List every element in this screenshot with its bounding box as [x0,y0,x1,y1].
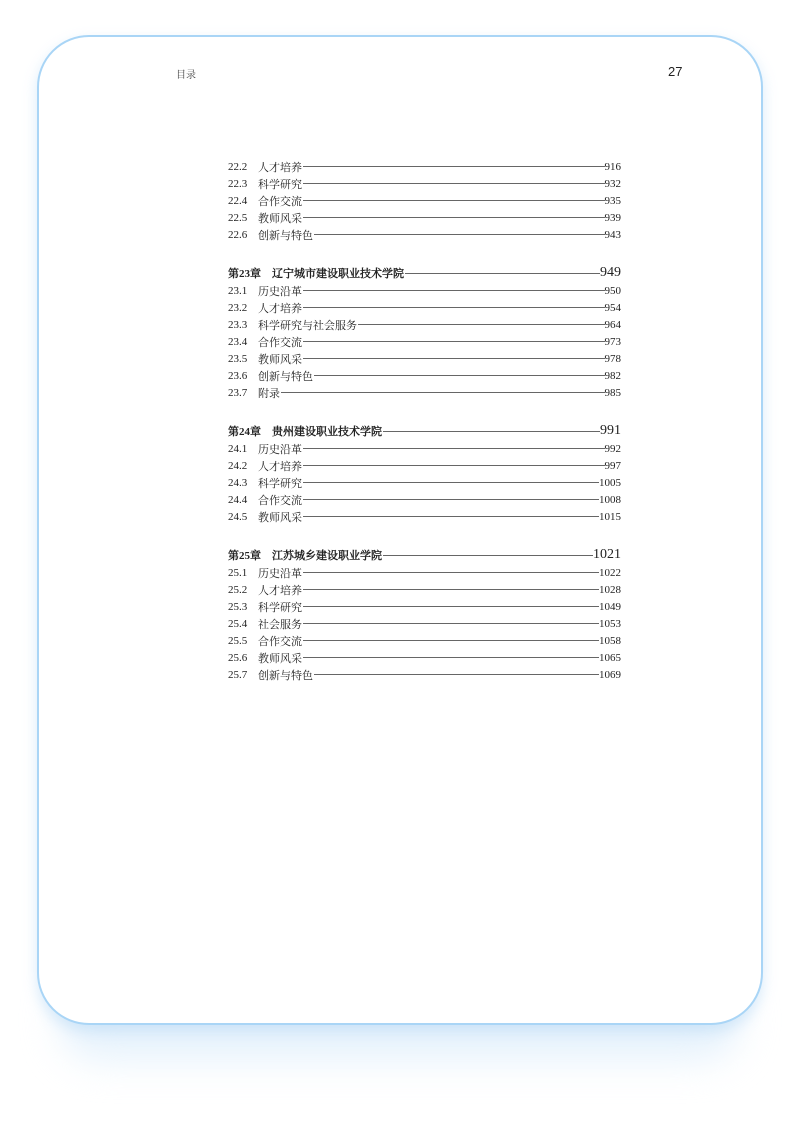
section-entry[interactable] [228,440,621,457]
leader-line [303,465,605,466]
section-entry[interactable] [228,226,621,243]
entry-title: 贵州建设职业技术学院 [272,425,382,438]
entry-number: 第24章 [228,426,261,438]
entry-page: 964 [604,318,621,331]
section-entry[interactable] [228,367,621,384]
toc-section [228,158,621,243]
entry-number: 23.5 [228,352,248,365]
entry-title: 创新与特色 [258,228,313,242]
leader-line [303,640,599,641]
section-entry[interactable] [228,316,621,333]
leader-line [383,555,593,556]
entry-page: 1005 [599,476,621,489]
entry-page: 1065 [599,651,621,664]
entry-page: 1008 [599,493,621,506]
leader-line [303,572,599,573]
entry-title: 科学研究 [258,177,302,191]
leader-line [303,307,605,308]
entry-title: 合作交流 [258,493,302,507]
leader-line [303,589,599,590]
section-entry[interactable] [228,299,621,316]
leader-line [314,674,599,675]
section-entry[interactable] [228,474,621,491]
entry-title: 创新与特色 [258,668,313,682]
entry-number: 24.5 [228,510,248,523]
entry-page: 982 [604,369,621,382]
entry-number: 22.2 [228,160,248,173]
entry-page: 939 [604,211,621,224]
entry-page: 1058 [599,634,621,647]
entry-title: 创新与特色 [258,369,313,383]
leader-line [303,499,599,500]
entry-number: 25.5 [228,634,248,647]
entry-page: 932 [604,177,621,190]
chapter-entry[interactable] [228,264,621,282]
entry-page: 1028 [599,583,621,596]
entry-title: 教师风采 [258,352,302,366]
leader-line [303,290,605,291]
entry-page: 1015 [599,510,621,523]
leader-line [383,431,600,432]
leader-line [303,341,605,342]
leader-line [303,516,599,517]
leader-line [405,273,600,274]
leader-line [303,482,599,483]
entry-number: 24.1 [228,442,248,455]
entry-page: 985 [604,386,621,399]
chapter-entry[interactable] [228,422,621,440]
section-entry[interactable] [228,333,621,350]
entry-title: 合作交流 [258,194,302,208]
entry-page: 950 [604,284,621,297]
entry-number: 25.3 [228,600,248,613]
entry-title: 教师风采 [258,651,302,665]
entry-title: 科学研究与社会服务 [258,318,357,332]
entry-number: 22.6 [228,228,248,241]
table-of-contents [228,158,621,704]
entry-page: 978 [604,352,621,365]
section-entry[interactable] [228,666,621,683]
entry-title: 历史沿革 [258,566,302,580]
entry-title: 辽宁城市建设职业技术学院 [272,267,404,280]
entry-page: 1022 [599,566,621,579]
section-entry[interactable] [228,384,621,401]
leader-line [314,234,605,235]
entry-number: 25.6 [228,651,248,664]
section-entry[interactable] [228,491,621,508]
section-entry[interactable] [228,581,621,598]
entry-number: 24.2 [228,459,248,472]
leader-line [358,324,605,325]
entry-page: 991 [600,423,621,438]
toc-section [228,264,621,401]
section-entry[interactable] [228,350,621,367]
entry-number: 23.2 [228,301,248,314]
entry-number: 24.3 [228,476,248,489]
entry-page: 949 [600,265,621,280]
section-entry[interactable] [228,192,621,209]
entry-title: 人才培养 [258,301,302,315]
entry-page: 954 [604,301,621,314]
entry-page: 997 [604,459,621,472]
section-entry[interactable] [228,649,621,666]
entry-number: 25.1 [228,566,248,579]
section-entry[interactable] [228,632,621,649]
entry-page: 1053 [599,617,621,630]
entry-title: 历史沿革 [258,284,302,298]
leader-line [303,183,605,184]
toc-section [228,422,621,525]
section-entry[interactable] [228,508,621,525]
leader-line [303,166,605,167]
running-header: 目录 [176,70,196,81]
entry-number: 23.6 [228,369,248,382]
leader-line [281,392,605,393]
section-entry[interactable] [228,457,621,474]
entry-page: 1021 [593,547,621,562]
entry-title: 社会服务 [258,617,302,631]
entry-title: 科学研究 [258,476,302,490]
entry-number: 23.3 [228,318,248,331]
leader-line [303,623,599,624]
entry-title: 人才培养 [258,459,302,473]
entry-page: 992 [604,442,621,455]
entry-number: 第25章 [228,550,261,562]
leader-line [303,606,599,607]
section-entry[interactable] [228,158,621,175]
section-entry[interactable] [228,598,621,615]
entry-title: 合作交流 [258,634,302,648]
entry-number: 22.5 [228,211,248,224]
entry-number: 25.4 [228,617,248,630]
entry-page: 973 [604,335,621,348]
entry-title: 江苏城乡建设职业学院 [272,549,382,562]
entry-title: 历史沿革 [258,442,302,456]
entry-page: 943 [604,228,621,241]
leader-line [314,375,605,376]
chapter-entry[interactable] [228,546,621,564]
section-entry[interactable] [228,564,621,581]
toc-section [228,546,621,683]
section-entry[interactable] [228,282,621,299]
entry-page: 1049 [599,600,621,613]
entry-title: 合作交流 [258,335,302,349]
entry-title: 教师风采 [258,211,302,225]
leader-line [303,200,605,201]
entry-title: 人才培养 [258,583,302,597]
page-number: 27 [668,64,683,79]
entry-number: 22.4 [228,194,248,207]
leader-line [303,657,599,658]
entry-title: 人才培养 [258,160,302,174]
entry-title: 附录 [258,386,280,400]
section-entry[interactable] [228,175,621,192]
entry-number: 第23章 [228,268,261,280]
entry-number: 24.4 [228,493,248,506]
entry-title: 科学研究 [258,600,302,614]
section-entry[interactable] [228,615,621,632]
section-entry[interactable] [228,209,621,226]
entry-number: 22.3 [228,177,248,190]
entry-number: 23.4 [228,335,248,348]
entry-page: 1069 [599,668,621,681]
leader-line [303,448,605,449]
entry-page: 916 [604,160,621,173]
entry-number: 25.2 [228,583,248,596]
leader-line [303,358,605,359]
entry-number: 23.1 [228,284,248,297]
entry-title: 教师风采 [258,510,302,524]
entry-page: 935 [604,194,621,207]
entry-number: 25.7 [228,668,248,681]
entry-number: 23.7 [228,386,248,399]
leader-line [303,217,605,218]
